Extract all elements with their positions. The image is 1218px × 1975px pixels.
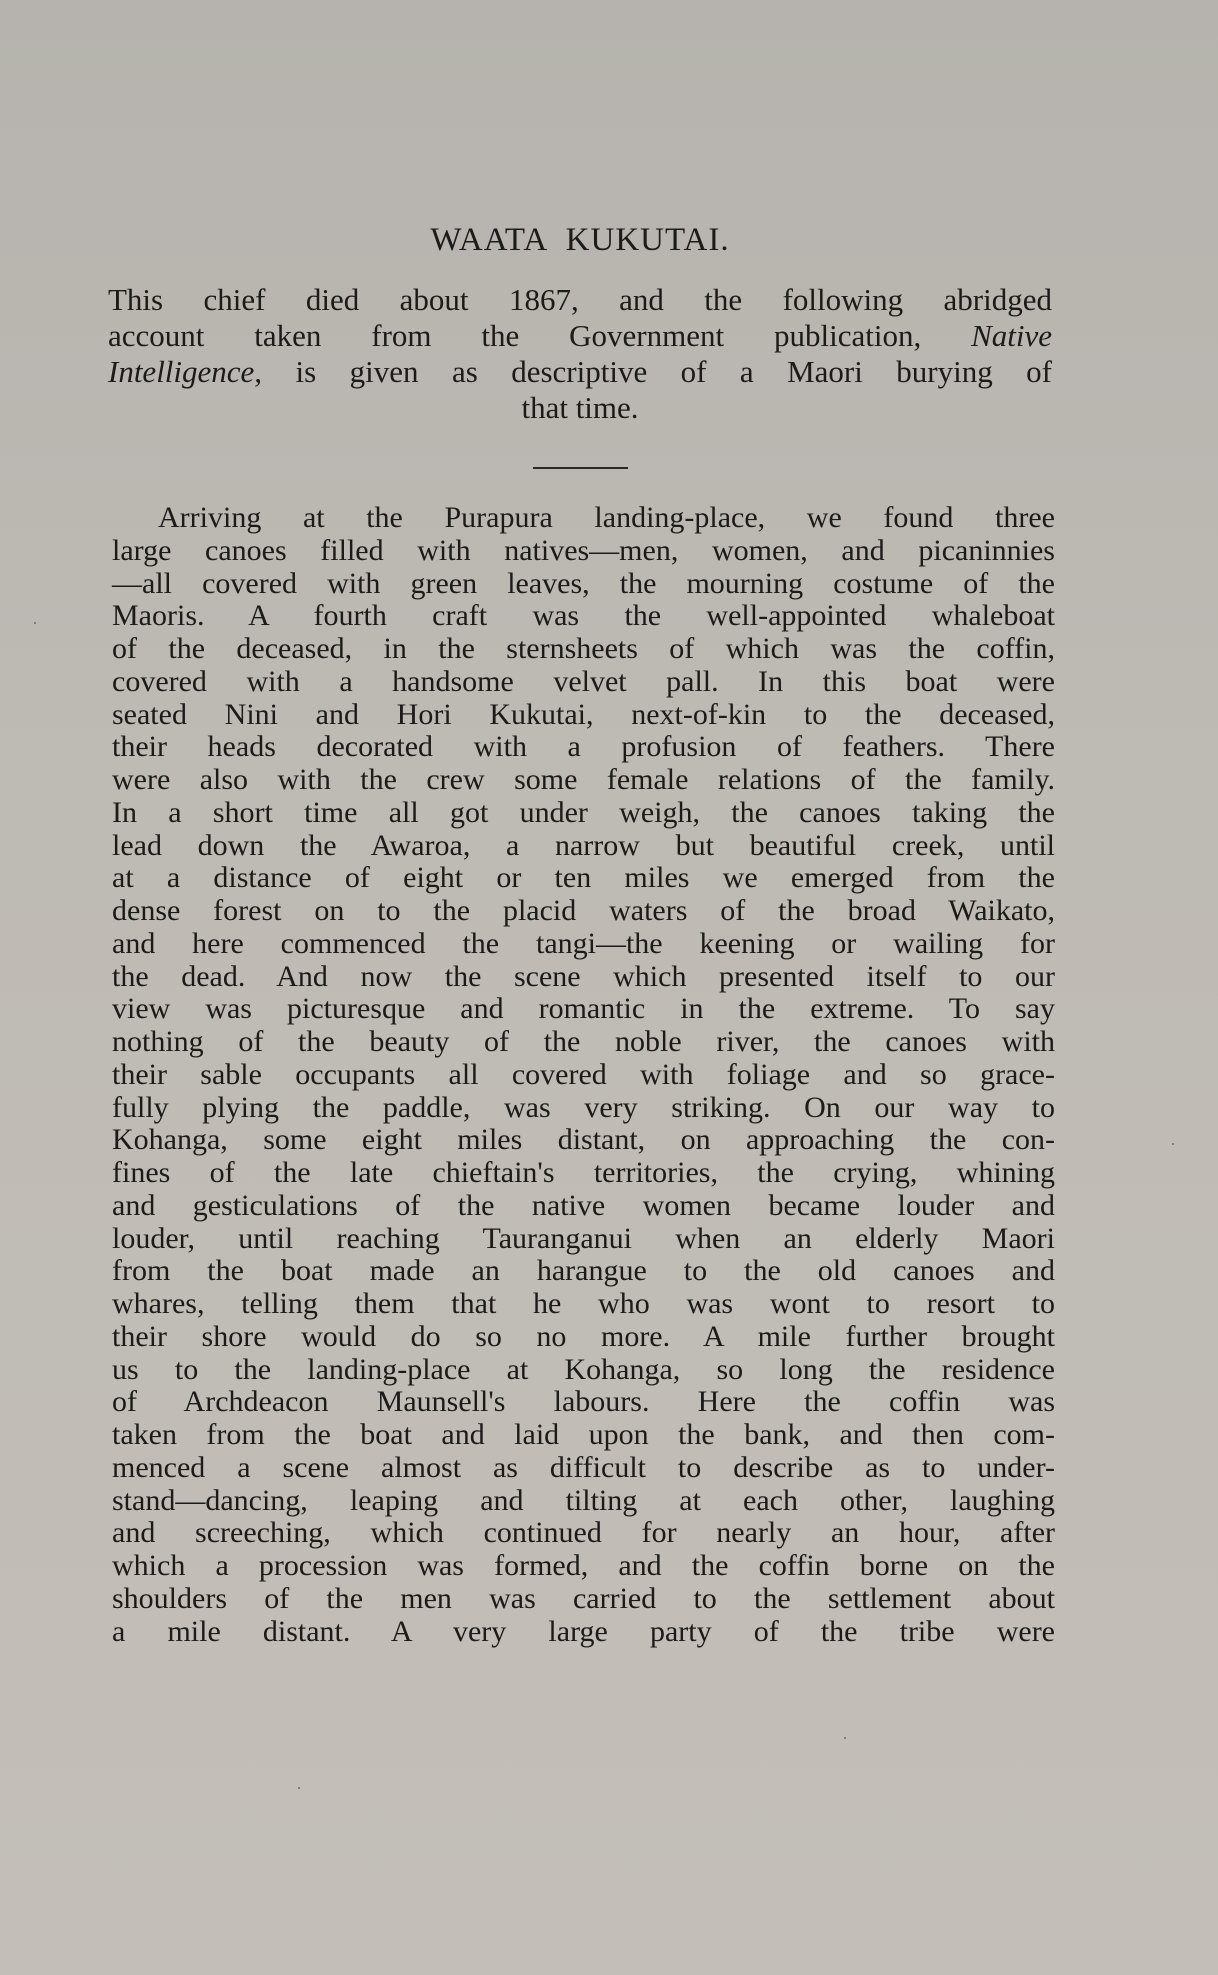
paper-speck	[844, 1737, 846, 1739]
body-line: the dead. And now the scene which presented itself to our	[112, 959, 1055, 993]
intro-line	[108, 318, 1052, 354]
body-line: nothing of the beauty of the noble river, the canoes with	[112, 1025, 1055, 1058]
body-line: which a procession was formed, and the coffin borne on the	[112, 1549, 1055, 1582]
body-line: stand—dancing, leaping and tilting at each other, laughing	[112, 1483, 1055, 1517]
body-line: fines of the late chieftain's territories, the crying, whining	[112, 1156, 1055, 1189]
body-line: In a short time all got under weigh, the canoes taking the	[112, 795, 1055, 829]
body-line: their heads decorated with a profusion of feathers. There	[112, 730, 1055, 764]
intro-paragraph	[108, 282, 1052, 426]
body-line: were also with the crew some female relations of the family.	[112, 763, 1055, 796]
body-line: at a distance of eight or ten miles we emerged from the	[112, 861, 1055, 895]
body-line: and here commenced the tangi—the keening or wailing for	[112, 926, 1055, 960]
intro-line-text: account taken from the Government publication,	[108, 318, 922, 353]
body-line: from the boat made an harangue to the old canoes and	[112, 1254, 1055, 1288]
body-line: Maoris. A fourth craft was the well-appointed whaleboat	[112, 599, 1055, 633]
body-line: menced a scene almost as difficult to describe as to under-	[112, 1450, 1055, 1484]
intro-line	[108, 354, 1052, 390]
body-line: louder, until reaching Tauranganui when an elderly Maori	[112, 1221, 1055, 1255]
body-line: whares, telling them that he who was wont to resort to	[112, 1287, 1055, 1320]
body-line: their sable occupants all covered with foliage and so grace-	[112, 1057, 1055, 1091]
body-line: lead down the Awaroa, a narrow but beautiful creek, until	[112, 828, 1055, 862]
body-line: fully plying the paddle, was very striking. On our way to	[112, 1090, 1055, 1124]
body-line: seated Nini and Hori Kukutai, next-of-kin to the deceased,	[112, 697, 1055, 731]
body-line: Arriving at the Purapura landing-place, we found three	[158, 501, 1055, 534]
body-line: —all covered with green leaves, the mourning costume of the	[112, 566, 1055, 600]
body-line: and gesticulations of the native women became louder and	[112, 1188, 1055, 1222]
body-line: us to the landing-place at Kohanga, so long the residence	[112, 1352, 1055, 1386]
body-line: shoulders of the men was carried to the settlement about	[112, 1581, 1055, 1615]
body-line: of Archdeacon Maunsell's labours. Here the coffin was	[112, 1385, 1055, 1419]
body-line: dense forest on to the placid waters of the broad Waikato,	[112, 894, 1055, 927]
body-line: a mile distant. A very large party of the tribe were	[112, 1614, 1055, 1648]
paper-speck	[298, 1787, 300, 1789]
body-line: view was picturesque and romantic in the extreme. To say	[112, 992, 1055, 1026]
intro-line: This chief died about 1867, and the following abridged	[108, 282, 1052, 317]
body-line: Kohanga, some eight miles distant, on approaching the con-	[112, 1123, 1055, 1157]
body-line: large canoes filled with natives—men, women, and picaninnies	[112, 533, 1055, 567]
body-line: of the deceased, in the sternsheets of which was the coffin,	[112, 632, 1055, 665]
body-line: covered with a handsome velvet pall. In this boat were	[112, 664, 1055, 698]
publication-title-italic: Intelligence,	[108, 354, 263, 389]
body-line: taken from the boat and laid upon the bank, and then com-	[112, 1418, 1055, 1451]
publication-title-italic: Native	[971, 318, 1052, 353]
intro-line-text: is given as descriptive of a Maori burying of	[295, 354, 1053, 389]
intro-line: that time.	[521, 390, 639, 425]
paper-speck	[34, 622, 36, 624]
body-paragraph	[112, 502, 1055, 1648]
body-line: their shore would do so no more. A mile further brought	[112, 1319, 1055, 1353]
page-title: WAATA KUKUTAI.	[430, 222, 730, 258]
body-line: and screeching, which continued for nearly an hour, after	[112, 1516, 1055, 1550]
paper-speck	[1172, 1143, 1174, 1145]
section-divider	[533, 467, 628, 469]
